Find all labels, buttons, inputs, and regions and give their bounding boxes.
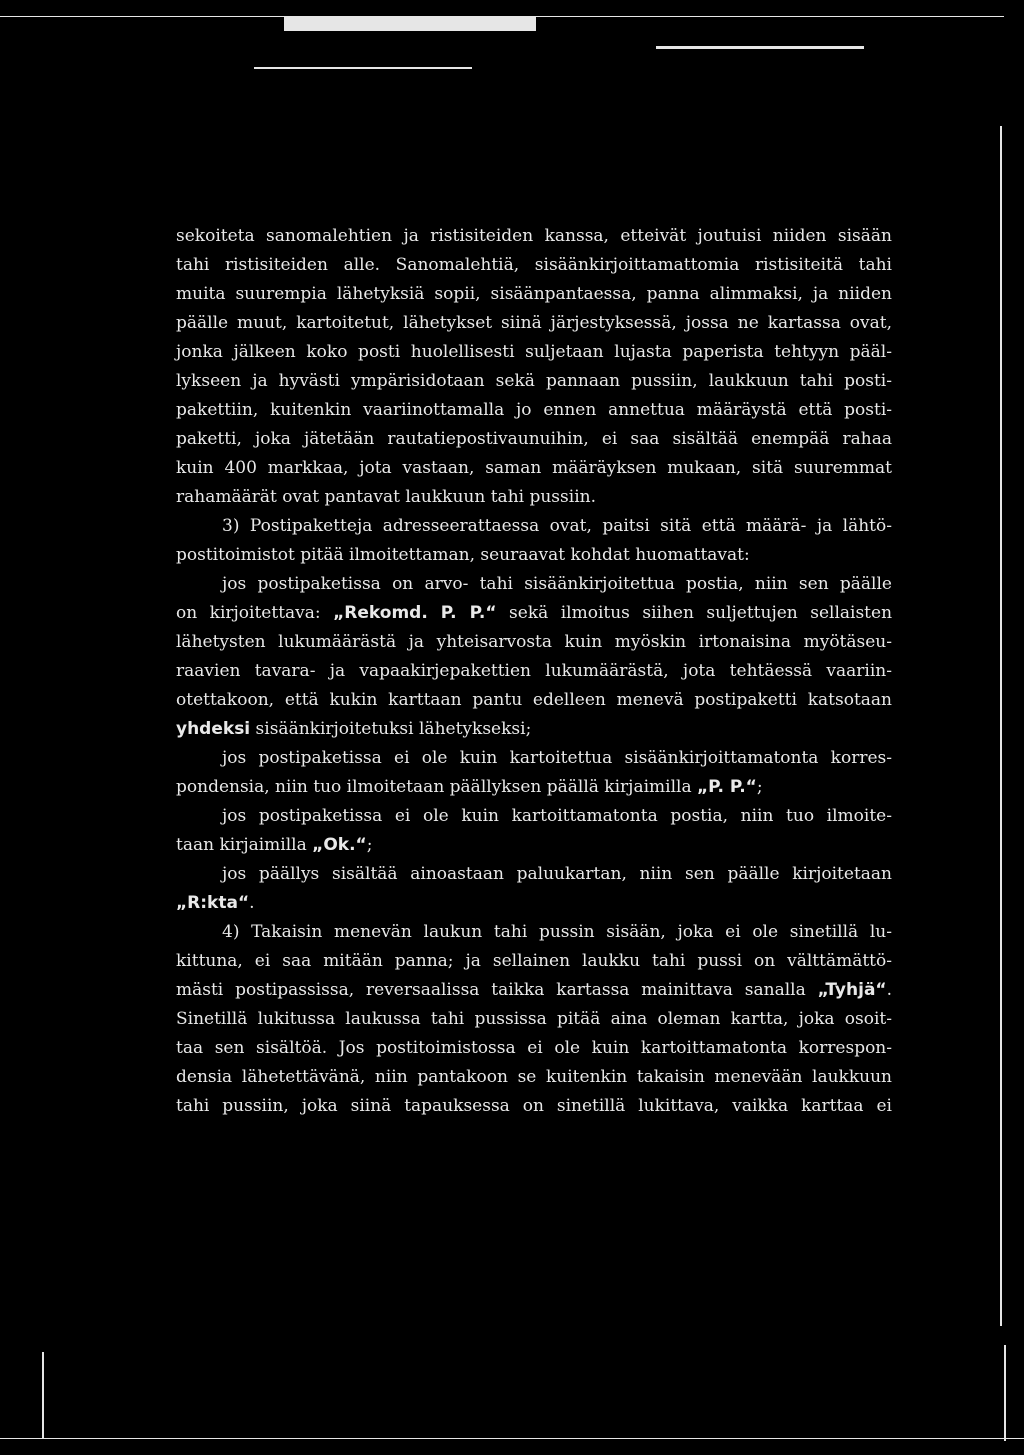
- text-segment: mästi postipassissa, reversaalissa taikka kartassa mainittava sanalla: [176, 980, 806, 1000]
- text-segment: ;: [756, 777, 763, 797]
- text-line: lähetysten lukumäärästä ja yhteisarvosta kuin myöskin irtonaisina myötäseu-: [176, 632, 892, 652]
- text-line: tahi ristisiteiden alle. Sanomalehtiä, sisäänkirjoittamattomia ristisiteitä tahi: [176, 255, 892, 275]
- bottom-left-edge-line: [42, 1352, 44, 1438]
- text-line: kuin 400 markkaa, jota vastaan, saman määräyksen mukaan, sitä suuremmat: [176, 458, 892, 478]
- document-body: [176, 222, 892, 1121]
- text-line-mixed: [176, 889, 892, 918]
- bottom-rule: [0, 1438, 1024, 1439]
- text-segment: pondensia, niin tuo ilmoitetaan päällyksen päällä kirjaimilla: [176, 777, 692, 797]
- text-segment: sisäänkirjoitetuksi lähetykseksi;: [255, 719, 532, 739]
- upper-left-rule: [254, 67, 472, 69]
- text-line-mixed: [176, 715, 892, 744]
- bold-word-yhdeksi: yhdeksi: [176, 719, 251, 739]
- text-line: jos päällys sisältää ainoastaan paluukartan, niin sen päälle kirjoitetaan: [222, 864, 892, 884]
- text-line-mixed: [176, 831, 892, 860]
- bold-marker-pp: „P. P.“: [696, 777, 757, 797]
- bold-marker-rkta: „R:kta“: [176, 893, 250, 913]
- text-segment: on kirjoitettava:: [176, 603, 321, 623]
- text-line: muita suurempia lähetyksiä sopii, sisäänpantaessa, panna alimmaksi, ja niiden: [176, 284, 892, 304]
- bold-marker-ok: „Ok.“: [312, 835, 367, 855]
- text-line: 3) Postipaketteja adresseerattaessa ovat, paitsi sitä että määrä- ja lähtö-: [222, 516, 892, 536]
- text-line: päälle muut, kartoitetut, lähetykset siinä järjestyksessä, jossa ne kartassa ovat,: [176, 313, 892, 333]
- text-line-mixed: [176, 976, 892, 1005]
- text-line: jonka jälkeen koko posti huolellisesti suljetaan lujasta paperista tehtyyn pääl-: [176, 342, 892, 362]
- top-white-bar: [284, 17, 536, 31]
- text-line: 4) Takaisin menevän laukun tahi pussin sisään, joka ei ole sinetillä lu-: [222, 922, 892, 942]
- text-line: paketti, joka jätetään rautatiepostivaunuihin, ei saa sisältää enempää rahaa: [176, 429, 892, 449]
- text-line: otettakoon, että kukin karttaan pantu edelleen menevä postipaketti katsotaan: [176, 690, 892, 710]
- text-segment: ;: [366, 835, 373, 855]
- text-line: jos postipaketissa on arvo- tahi sisäänkirjoitettua postia, niin sen päälle: [222, 574, 892, 594]
- bold-marker-rekomd: „Rekomd. P. P.“: [333, 603, 497, 623]
- text-line: pakettiin, kuitenkin vaariinottamalla jo ennen annettua määräystä että posti-: [176, 400, 892, 420]
- text-line: raavien tavara- ja vapaakirjepakettien lukumäärästä, jota tehtäessä vaariin-: [176, 661, 892, 681]
- text-segment: .: [886, 980, 892, 1000]
- text-line: densia lähetettävänä, niin pantakoon se kuitenkin takaisin menevään laukkuun: [176, 1067, 892, 1087]
- text-segment: .: [249, 893, 255, 913]
- text-segment: sekä ilmoitus siihen suljettujen sellaisten: [509, 603, 893, 623]
- bold-marker-tyhja: „Tyhjä“: [817, 980, 887, 1000]
- right-edge-line: [1000, 126, 1002, 1326]
- text-line: taa sen sisältöä. Jos postitoimistossa ei ole kuin kartoittamatonta korrespon-: [176, 1038, 892, 1058]
- top-right-rule: [656, 46, 864, 49]
- text-segment: taan kirjaimilla: [176, 835, 307, 855]
- text-line: Sinetillä lukitussa laukussa tahi pussissa pitää aina oleman kartta, joka osoit-: [176, 1009, 892, 1029]
- text-line: postitoimistot pitää ilmoitettaman, seuraavat kohdat huomattavat:: [176, 545, 750, 565]
- text-line: lykseen ja hyvästi ympärisidotaan sekä pannaan pussiin, laukkuun tahi posti-: [176, 371, 892, 391]
- text-line: jos postipaketissa ei ole kuin kartoittamatonta postia, niin tuo ilmoite-: [222, 806, 892, 826]
- text-line: rahamäärät ovat pantavat laukkuun tahi pussiin.: [176, 487, 596, 507]
- text-line: sekoiteta sanomalehtien ja ristisiteiden kanssa, etteivät joutuisi niiden sisään: [176, 226, 892, 246]
- text-line-mixed: [176, 773, 892, 802]
- bottom-right-edge-line: [1004, 1345, 1006, 1441]
- text-line-mixed: [176, 599, 892, 628]
- text-line: tahi pussiin, joka siinä tapauksessa on sinetillä lukittava, vaikka karttaa ei: [176, 1096, 892, 1116]
- text-line: kittuna, ei saa mitään panna; ja sellainen laukku tahi pussi on välttämättö-: [176, 951, 892, 971]
- text-line: jos postipaketissa ei ole kuin kartoitettua sisäänkirjoittamatonta korres-: [222, 748, 892, 768]
